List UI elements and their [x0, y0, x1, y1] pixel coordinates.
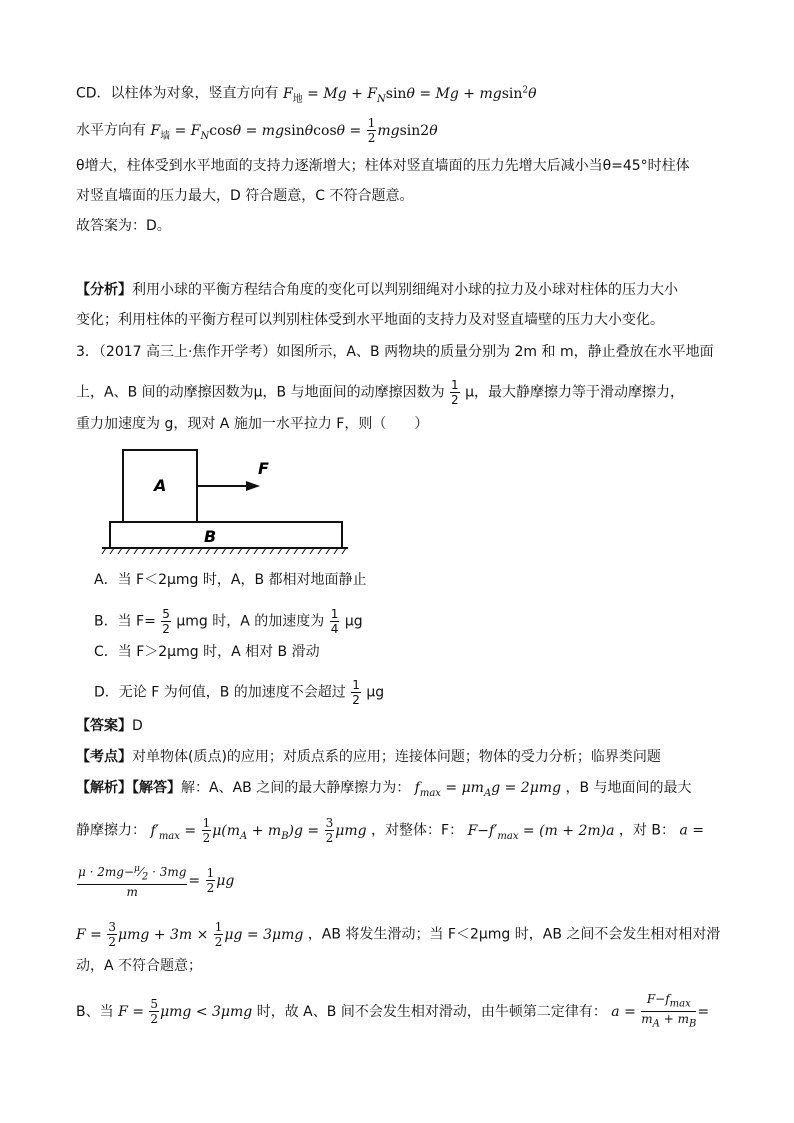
- jiexi-line-2: [76, 816, 704, 846]
- option-d: [94, 678, 384, 707]
- cd-vertical-line: [76, 80, 537, 109]
- question-3-text-2a: 上，A、B 间的动摩擦因数为μ，B 与地面间的动摩擦因数为: [76, 384, 445, 401]
- cd-horizontal-equation: $F_墙 = F_N\cos\theta = mgsin\theta\cos\theta$ = $\frac{1}{2}$ mgsin2θ: [150, 116, 438, 145]
- jiexi-eq-2: $f'_{max}$ = $\frac{1}{2}$ $\mu(m_A + m_B)g$ = $\frac{3}{2}$ μmg: [150, 816, 367, 845]
- option-b-post: μg: [344, 613, 363, 630]
- jiexi-text-2b: ，对整体：F：: [371, 822, 464, 839]
- answer-value: D: [132, 718, 143, 734]
- option-b-pre: B．当 F=: [94, 613, 156, 630]
- jiexi-line-5: 动，A 不符合题意；: [76, 958, 203, 974]
- jiexi-text-2c: ，对 B：: [618, 822, 675, 839]
- jiexi-text-1a: 解：A、AB 之间的最大静摩擦力为：: [181, 780, 411, 796]
- answer-tag: 【答案】: [76, 718, 132, 734]
- cd-horizontal-intro: 水平方向有: [76, 122, 146, 139]
- quarter-fraction: $\frac{1}{4}$: [330, 607, 339, 636]
- five-halves-fraction: $\frac{5}{2}$: [162, 607, 170, 636]
- option-b-mid: μmg 时，A 的加速度为: [176, 613, 325, 630]
- cd-text-line-2: 对竖直墙面的压力最大，D 符合题意，C 不符合题意。: [76, 188, 414, 204]
- answer-line: [76, 716, 143, 736]
- jiexi-eq-1: $f_{max} = \mu m_Ag = 2\mu mg$: [414, 780, 562, 799]
- analysis-text-1: 利用小球的平衡方程结合角度的变化可以判别细绳对小球的拉力及小球对柱体的压力大小: [132, 282, 678, 298]
- cd-vertical-equation: $F_地 = Mg + F_N\sin\theta = Mg + mgsin^2\theta$: [283, 85, 537, 105]
- jiexi-text-1b: ，B 与地面间的最大: [565, 780, 692, 796]
- jiexi-tag: 【解析】【解答】: [76, 780, 181, 796]
- label-a: A: [154, 476, 167, 495]
- analysis-line-1: [76, 280, 678, 300]
- question-3-text-2b: μ，最大静摩擦力等于滑动摩擦力，: [465, 384, 685, 401]
- option-b: [94, 607, 363, 636]
- force-arrow-head: [246, 481, 260, 491]
- option-c: C．当 F＞2μmg 时，A 相对 B 滑动: [94, 644, 320, 660]
- cd-text-line-1: θ增大，柱体受到水平地面的支持力逐渐增大；柱体对竖直墙面的压力先增大后减小当θ=45°时柱体: [76, 158, 690, 174]
- cd-horizontal-line: [76, 116, 438, 146]
- half-fraction-d: $\frac{1}{2}$: [352, 678, 360, 707]
- jiexi-text-6a: B、当: [76, 1003, 114, 1020]
- jiexi-eq-5: F = $\frac{3}{2}$ μmg + 3m × $\frac{1}{2}$ μg = 3μmg: [76, 920, 304, 949]
- half-fraction: $\frac{1}{2}$: [451, 378, 459, 407]
- label-f: F: [258, 459, 269, 478]
- question-3-line-1: 3．（2017 高三上·焦作开学考）如图所示，A、B 两物块的质量分别为 2m 和 m，静止叠放在水平地面: [76, 344, 714, 360]
- jiexi-eq-4b: $\frac{\mu \cdot 2mg-^\mu⁄_2 \cdot 3mg}{m}$ = $\frac{1}{2}$ μg: [78, 864, 235, 900]
- jiexi-text-2a: 静摩擦力：: [76, 822, 146, 839]
- kaodian-line: [76, 747, 661, 767]
- jiexi-eq-7: a = $\frac{F-f_{max}}{m_A + m_B}$ =: [611, 992, 710, 1030]
- jiexi-eq-3: $F-f'_{max} = (m + 2m)a$: [467, 822, 615, 842]
- jiexi-line-1: [76, 778, 692, 804]
- option-a: A．当 F＜2μmg 时，A，B 都相对地面静止: [94, 572, 367, 588]
- blocks-diagram: [100, 446, 350, 556]
- option-d-pre: D．无论 F 为何值，B 的加速度不会超过: [94, 684, 346, 701]
- cd-answer: 故答案为：D。: [76, 218, 171, 234]
- jiexi-eq-6: F = $\frac{5}{2}$ μmg < 3μmg: [118, 997, 253, 1027]
- jiexi-text-4b: ，AB 将发生滑动；当 F＜2μmg 时，AB 之间不会发生相对相对滑: [307, 926, 721, 943]
- kaodian-text: 对单物体(质点)的应用；对质点系的应用；连接体问题；物体的受力分析；临界类问题: [132, 749, 661, 765]
- kaodian-tag: 【考点】: [76, 749, 132, 765]
- jiexi-line-6: [76, 992, 709, 1032]
- analysis-tag: 【分析】: [76, 282, 132, 298]
- jiexi-eq-4a: a =: [679, 822, 704, 839]
- label-b: B: [204, 527, 217, 546]
- jiexi-line-4: [76, 920, 720, 949]
- option-d-post: μg: [366, 684, 385, 701]
- jiexi-line-3: [76, 862, 234, 899]
- cd-intro: CD．以柱体为对象，竖直方向有: [76, 85, 279, 102]
- block-b: [110, 522, 342, 548]
- question-3-line-2: [76, 378, 684, 407]
- analysis-line-2: 变化；利用柱体的平衡方程可以判别柱体受到水平地面的支持力及对竖直墙壁的压力大小变化。: [76, 312, 664, 328]
- question-3-line-3: 重力加速度为 g，现对 A 施加一水平拉力 F，则（ ）: [76, 416, 429, 432]
- jiexi-text-6b: 时，故 A、B 间不会发生相对滑动，由牛顿第二定律有：: [256, 1003, 607, 1020]
